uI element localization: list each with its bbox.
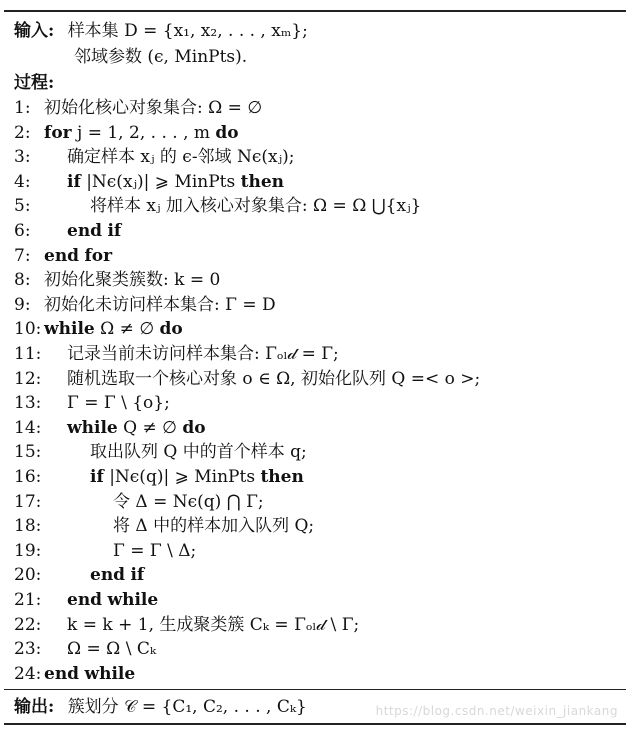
line-number: 15: xyxy=(14,442,42,463)
algorithm-line xyxy=(4,391,626,415)
line-number: 23: xyxy=(14,639,42,660)
line-number: 14: xyxy=(14,417,42,438)
algorithm-line xyxy=(4,268,626,292)
line-number: 1: xyxy=(14,98,31,118)
line-text: Γ = Γ \ Δ; xyxy=(113,540,197,561)
bottom-rule-1 xyxy=(4,689,626,690)
line-text: 将 Δ 中的样本加入队列 Q; xyxy=(113,516,315,537)
algorithm-line xyxy=(4,514,626,538)
algorithm-line xyxy=(4,170,626,194)
line-text: 初始化聚类簇数: k = 0 xyxy=(44,270,221,291)
line-number: 6: xyxy=(14,221,31,241)
algorithm-line xyxy=(4,637,626,661)
output-label: 输出: xyxy=(14,697,55,717)
line-text: 取出队列 Q 中的首个样本 q; xyxy=(90,442,307,463)
algorithm-line xyxy=(4,342,626,366)
line-number: 18: xyxy=(14,516,42,537)
algorithm-line xyxy=(4,219,626,243)
line-text: end for xyxy=(44,245,113,266)
output-row xyxy=(14,694,307,720)
line-number: 20: xyxy=(14,565,42,586)
line-text: Γ = Γ \ {o}; xyxy=(67,393,170,414)
line-text: end if xyxy=(90,565,145,586)
line-text: while Q ≠ ∅ do xyxy=(67,417,206,438)
line-number: 7: xyxy=(14,245,31,266)
line-number: 3: xyxy=(14,147,31,168)
line-text: for j = 1, 2, . . . , m do xyxy=(44,122,239,143)
line-text: end if xyxy=(67,221,122,241)
line-number: 10: xyxy=(14,319,42,340)
algorithm-line xyxy=(4,145,626,169)
line-number: 13: xyxy=(14,393,42,414)
algorithm-line xyxy=(4,244,626,268)
process-label: 过程: xyxy=(14,73,55,93)
watermark: https://blog.csdn.net/weixin_jiankang xyxy=(375,704,618,718)
line-number: 16: xyxy=(14,467,42,487)
line-number: 12: xyxy=(14,368,42,389)
input-line-2: 邻域参数 (ϵ, MinPts). xyxy=(74,47,248,67)
line-text: end while xyxy=(67,590,159,610)
algorithm-line xyxy=(4,588,626,612)
top-rule xyxy=(4,10,626,12)
line-number: 19: xyxy=(14,540,42,561)
algorithm-line xyxy=(4,662,626,686)
input-line-1: 样本集 D = {x₁, x₂, . . . , xₘ}; xyxy=(67,21,308,41)
input-row xyxy=(14,18,308,44)
line-text: Ω = Ω \ Cₖ xyxy=(67,639,157,660)
line-text: 初始化核心对象集合: Ω = ∅ xyxy=(44,98,263,118)
algorithm-line xyxy=(4,293,626,317)
line-number: 4: xyxy=(14,171,31,192)
algorithm-line xyxy=(4,367,626,391)
algorithm-line xyxy=(4,563,626,587)
algorithm-box xyxy=(4,4,626,731)
line-text: 确定样本 xⱼ 的 ϵ-邻域 Nϵ(xⱼ); xyxy=(67,147,295,168)
line-number: 9: xyxy=(14,294,31,315)
line-number: 11: xyxy=(14,344,42,364)
bottom-rule-2 xyxy=(4,723,626,725)
line-text: end while xyxy=(44,663,136,684)
line-text: 将样本 xⱼ 加入核心对象集合: Ω = Ω ⋃{xⱼ} xyxy=(90,196,422,217)
line-number: 8: xyxy=(14,270,31,291)
line-text: while Ω ≠ ∅ do xyxy=(44,319,183,340)
input-line-2-row xyxy=(74,44,247,70)
algorithm-line xyxy=(4,440,626,464)
line-text: 初始化未访问样本集合: Γ = D xyxy=(44,294,276,315)
line-text: 令 Δ = Nϵ(q) ⋂ Γ; xyxy=(113,491,264,512)
input-label: 输入: xyxy=(14,21,55,41)
line-number: 5: xyxy=(14,196,31,217)
algorithm-line xyxy=(4,490,626,514)
algorithm-line xyxy=(4,416,626,440)
line-number: 17: xyxy=(14,491,42,512)
algorithm-line xyxy=(4,465,626,489)
algorithm-line xyxy=(4,194,626,218)
algorithm-line xyxy=(4,317,626,341)
line-number: 2: xyxy=(14,122,31,143)
algorithm-line xyxy=(4,539,626,563)
line-text: if |Nϵ(q)| ⩾ MinPts then xyxy=(90,467,304,487)
line-number: 22: xyxy=(14,614,42,635)
algorithm-line xyxy=(4,613,626,637)
line-number: 24: xyxy=(14,663,42,684)
line-number: 21: xyxy=(14,590,42,610)
output-text: 簇划分 𝒞 = {C₁, C₂, . . . , Cₖ} xyxy=(67,697,307,717)
line-text: k = k + 1, 生成聚类簇 Cₖ = Γₒₗ𝒹 \ Γ; xyxy=(67,614,360,635)
line-text: 记录当前未访问样本集合: Γₒₗ𝒹 = Γ; xyxy=(67,344,339,364)
line-text: if |Nϵ(xⱼ)| ⩾ MinPts then xyxy=(67,171,285,192)
algorithm-line xyxy=(4,96,626,120)
algorithm-line xyxy=(4,121,626,145)
line-text: 随机选取一个核心对象 o ∈ Ω, 初始化队列 Q =< o >; xyxy=(67,368,481,389)
